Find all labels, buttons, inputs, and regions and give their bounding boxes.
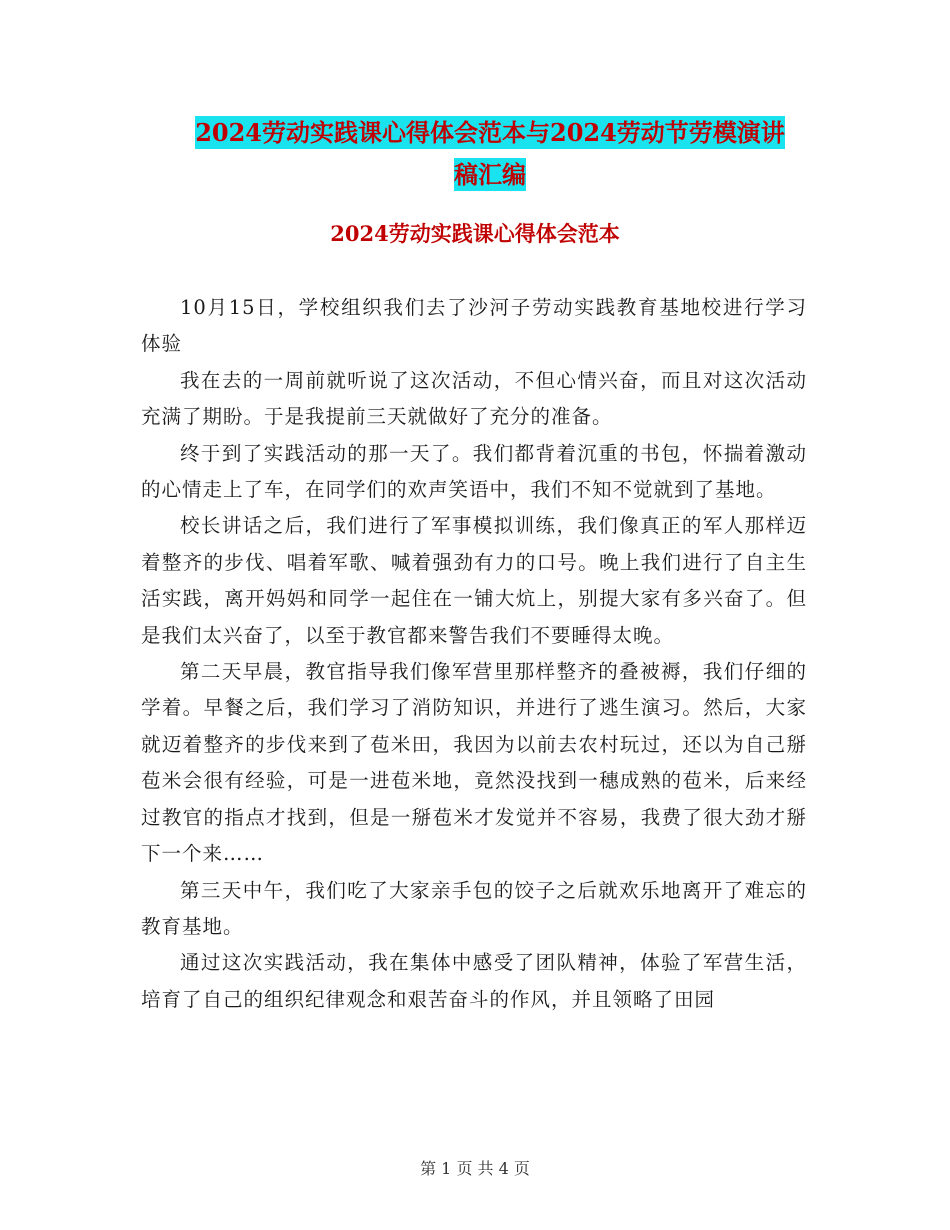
document-title-line-2: 稿汇编 (454, 160, 526, 189)
paragraph: 我在去的一周前就听说了这次活动，不但心情兴奋，而且对这次活动充满了期盼。于是我提前三天就做好了充分的准备。 (141, 368, 807, 429)
paragraph: 通过这次实践活动，我在集体中感受了团队精神，体验了军营生活，培育了自己的组织纪律观念和艰苦奋斗的作风，并且领略了田园 (141, 951, 807, 1011)
paragraph: 终于到了实践活动的那一天了。我们都背着沉重的书包，怀揣着激动的心情走上了车，在同学们的欢声笑语中，我们不知不觉就到了基地。 (141, 441, 807, 502)
paragraph: 第三天中午，我们吃了大家亲手包的饺子之后就欢乐地离开了难忘的教育基地。 (141, 878, 807, 938)
paragraph: 第二天早晨，教官指导我们像军营里那样整齐的叠被褥，我们仔细的学着。早餐之后，我们学习了消防知识，并进行了逃生演习。然后，大家就迈着整齐的步伐来到了苞米田，我因为以前去农村玩过，还以为自己掰苞米会很有经验，可是一进苞米地，竟然没找到一穗成熟的苞米，后来经过教官的指点才找到，但是一掰苞米才发觉并不容易，我费了很大劲才掰下一个来…… (141, 660, 807, 866)
document-title-line-1: 2024劳动实践课心得体会范本与2024劳动节劳模演讲 (195, 118, 785, 147)
page-footer: 第 1 页 共 4 页 (420, 1159, 530, 1178)
document-title (140, 112, 840, 196)
document-body (141, 290, 807, 1018)
paragraph: 校长讲话之后，我们进行了军事模拟训练，我们像真正的军人那样迈着整齐的步伐、唱着军歌、喊着强劲有力的口号。晚上我们进行了自主生活实践，离开妈妈和同学一起住在一铺大炕上，别提大家有多兴奋了。但是我们太兴奋了，以至于教官都来警告我们不要睡得太晚。 (141, 514, 807, 647)
section-title: 2024劳动实践课心得体会范本 (330, 221, 620, 246)
paragraph: 10月15日，学校组织我们去了沙河子劳动实践教育基地校进行学习体验 (141, 296, 807, 356)
